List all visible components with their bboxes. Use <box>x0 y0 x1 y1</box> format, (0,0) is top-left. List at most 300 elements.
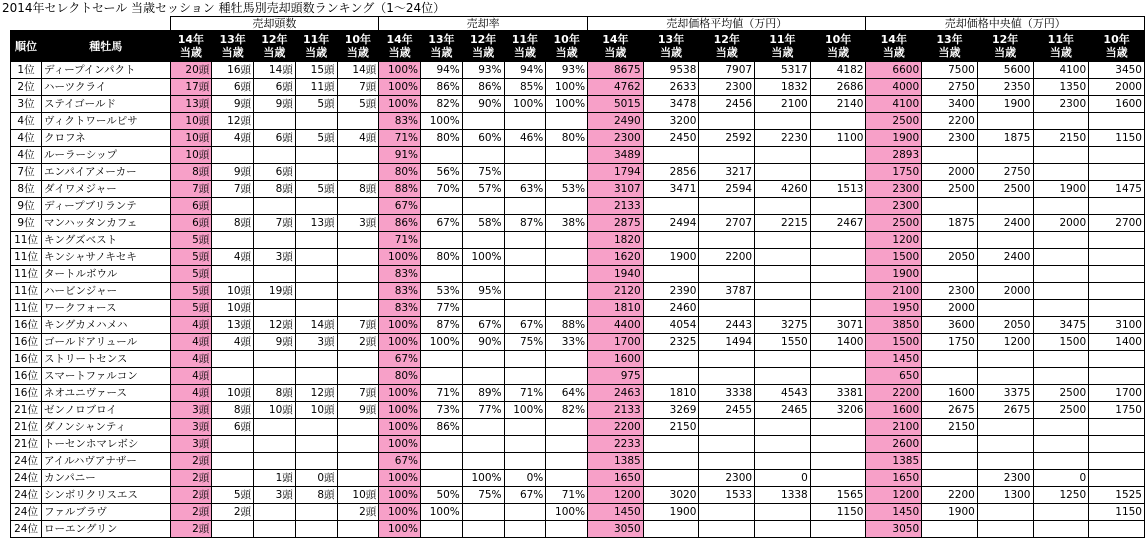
median-cell <box>977 300 1033 317</box>
avg-cell: 2150 <box>643 419 699 436</box>
sire-cell: キングカメハメハ <box>42 317 170 334</box>
rate-cell: 53% <box>546 181 588 198</box>
avg-cell <box>810 266 866 283</box>
heads-cell: 4頭 <box>212 130 254 147</box>
rank-cell: 3位 <box>11 96 42 113</box>
avg-cell: 2467 <box>810 215 866 232</box>
median-cell <box>1033 283 1089 300</box>
avg-cell: 2443 <box>699 317 755 334</box>
avg-cell <box>755 351 811 368</box>
rate-cell <box>421 521 463 538</box>
median-cell: 2200 <box>922 113 978 130</box>
rate-cell <box>546 351 588 368</box>
median-cell: 1900 <box>922 504 978 521</box>
heads-cell <box>295 164 337 181</box>
avg-cell: 3489 <box>588 147 644 164</box>
heads-cell <box>212 521 254 538</box>
median-cell: 2000 <box>1033 215 1089 232</box>
heads-cell: 5頭 <box>170 300 212 317</box>
median-cell <box>1089 351 1145 368</box>
heads-cell: 13頭 <box>295 215 337 232</box>
heads-cell <box>212 368 254 385</box>
rate-cell: 75% <box>462 487 504 504</box>
avg-cell <box>810 147 866 164</box>
avg-cell <box>643 368 699 385</box>
heads-cell: 5頭 <box>170 232 212 249</box>
rate-cell: 82% <box>421 96 463 113</box>
heads-cell: 10頭 <box>254 402 296 419</box>
rank-cell: 4位 <box>11 113 42 130</box>
avg-cell: 3471 <box>643 181 699 198</box>
rate-cell <box>504 113 546 130</box>
median-cell: 1500 <box>866 334 922 351</box>
rate-cell <box>546 368 588 385</box>
rate-cell: 100% <box>546 96 588 113</box>
avg-cell: 2215 <box>755 215 811 232</box>
sire-cell: カンパニー <box>42 470 170 487</box>
rate-cell <box>462 453 504 470</box>
rate-cell <box>462 368 504 385</box>
avg-cell: 1338 <box>755 487 811 504</box>
avg-cell: 4182 <box>810 62 866 79</box>
rate-cell <box>546 266 588 283</box>
avg-cell: 1400 <box>810 334 866 351</box>
median-cell: 2675 <box>977 402 1033 419</box>
median-cell <box>1033 113 1089 130</box>
year-header-median-2: 12年 当歳 <box>977 31 1033 62</box>
avg-cell <box>810 351 866 368</box>
rate-cell <box>421 453 463 470</box>
rate-cell <box>546 147 588 164</box>
rate-cell: 93% <box>546 62 588 79</box>
table-row <box>11 317 1145 334</box>
avg-cell: 2856 <box>643 164 699 181</box>
rate-cell <box>462 351 504 368</box>
heads-cell: 8頭 <box>337 181 379 198</box>
rate-cell: 75% <box>462 164 504 181</box>
rate-cell: 67% <box>504 487 546 504</box>
avg-cell <box>643 351 699 368</box>
rate-cell: 86% <box>379 215 421 232</box>
avg-cell <box>810 521 866 538</box>
year-header-avg-2: 12年 当歳 <box>699 31 755 62</box>
median-cell: 1200 <box>866 232 922 249</box>
year-header-median-1: 13年 当歳 <box>922 31 978 62</box>
avg-cell <box>699 147 755 164</box>
heads-cell: 7頭 <box>337 79 379 96</box>
heads-cell: 8頭 <box>254 385 296 402</box>
avg-cell: 2300 <box>699 79 755 96</box>
group-header-row <box>11 17 1145 31</box>
table-row <box>11 181 1145 198</box>
avg-cell <box>643 470 699 487</box>
avg-cell: 2455 <box>699 402 755 419</box>
median-cell: 3375 <box>977 385 1033 402</box>
heads-cell: 6頭 <box>170 215 212 232</box>
median-cell <box>1089 113 1145 130</box>
heads-cell <box>337 351 379 368</box>
avg-cell: 3381 <box>810 385 866 402</box>
rate-cell <box>462 300 504 317</box>
avg-cell <box>810 198 866 215</box>
avg-cell <box>755 266 811 283</box>
avg-cell: 2463 <box>588 385 644 402</box>
sire-cell: ステイゴールド <box>42 96 170 113</box>
avg-cell <box>810 368 866 385</box>
avg-cell: 8675 <box>588 62 644 79</box>
avg-cell: 2490 <box>588 113 644 130</box>
avg-cell <box>810 249 866 266</box>
heads-cell: 15頭 <box>295 62 337 79</box>
median-cell <box>1089 368 1145 385</box>
avg-cell <box>643 147 699 164</box>
rank-cell: 11位 <box>11 249 42 266</box>
median-cell <box>1089 419 1145 436</box>
rate-cell: 100% <box>379 62 421 79</box>
heads-cell <box>212 232 254 249</box>
median-cell: 2100 <box>866 419 922 436</box>
median-cell: 1300 <box>977 487 1033 504</box>
median-cell <box>1089 300 1145 317</box>
rate-cell <box>546 436 588 453</box>
heads-cell <box>254 232 296 249</box>
avg-cell: 9538 <box>643 62 699 79</box>
blank-corner <box>11 17 171 31</box>
rate-cell <box>462 113 504 130</box>
column-header-row <box>11 31 1145 62</box>
sire-cell: キングズベスト <box>42 232 170 249</box>
heads-cell: 7頭 <box>212 181 254 198</box>
avg-cell <box>699 419 755 436</box>
median-cell <box>1089 147 1145 164</box>
rate-cell: 86% <box>462 79 504 96</box>
year-header-heads-3: 11年 当歳 <box>295 31 337 62</box>
median-cell <box>977 419 1033 436</box>
heads-cell: 7頭 <box>254 215 296 232</box>
median-cell: 1500 <box>866 249 922 266</box>
heads-cell <box>254 521 296 538</box>
heads-cell <box>254 351 296 368</box>
heads-cell <box>337 453 379 470</box>
rate-cell: 93% <box>462 62 504 79</box>
rate-cell: 67% <box>421 215 463 232</box>
heads-cell: 20頭 <box>170 62 212 79</box>
heads-cell: 6頭 <box>170 198 212 215</box>
avg-cell <box>643 436 699 453</box>
median-cell: 1750 <box>866 164 922 181</box>
rate-cell: 38% <box>546 215 588 232</box>
rate-cell: 71% <box>379 232 421 249</box>
rate-cell: 0% <box>504 470 546 487</box>
rate-cell: 80% <box>379 164 421 181</box>
rate-cell <box>504 198 546 215</box>
rate-cell: 63% <box>504 181 546 198</box>
rank-cell: 16位 <box>11 368 42 385</box>
avg-cell: 2200 <box>699 249 755 266</box>
rate-cell: 100% <box>379 79 421 96</box>
avg-cell: 1940 <box>588 266 644 283</box>
rate-cell: 80% <box>421 249 463 266</box>
heads-cell: 14頭 <box>337 62 379 79</box>
rate-cell: 100% <box>546 504 588 521</box>
rate-cell <box>546 113 588 130</box>
avg-cell: 7907 <box>699 62 755 79</box>
rate-cell: 100% <box>379 521 421 538</box>
avg-cell <box>699 198 755 215</box>
avg-cell: 1200 <box>588 487 644 504</box>
sire-cell: スマートファルコン <box>42 368 170 385</box>
median-cell: 3600 <box>922 317 978 334</box>
rank-cell: 4位 <box>11 147 42 164</box>
avg-cell: 1550 <box>755 334 811 351</box>
avg-cell <box>699 351 755 368</box>
table-row <box>11 419 1145 436</box>
year-header-median-3: 11年 当歳 <box>1033 31 1089 62</box>
rank-cell: 11位 <box>11 300 42 317</box>
median-cell <box>1033 300 1089 317</box>
rate-cell: 67% <box>379 198 421 215</box>
rate-cell <box>421 198 463 215</box>
rate-cell: 67% <box>379 453 421 470</box>
heads-cell: 14頭 <box>254 62 296 79</box>
heads-cell: 14頭 <box>295 317 337 334</box>
median-cell <box>977 453 1033 470</box>
median-cell <box>1089 436 1145 453</box>
heads-cell <box>337 232 379 249</box>
avg-cell <box>810 283 866 300</box>
rate-cell <box>421 436 463 453</box>
avg-cell <box>699 504 755 521</box>
heads-cell: 11頭 <box>295 79 337 96</box>
median-cell: 2400 <box>977 215 1033 232</box>
median-cell: 2300 <box>922 130 978 147</box>
rank-cell: 24位 <box>11 521 42 538</box>
median-cell: 1650 <box>866 470 922 487</box>
rank-cell: 16位 <box>11 334 42 351</box>
group-median-price: 売却価格中央値（万円） <box>866 17 1145 31</box>
rate-cell: 71% <box>504 385 546 402</box>
rate-cell <box>462 266 504 283</box>
sire-cell: アイルハヴアナザー <box>42 453 170 470</box>
avg-cell: 1900 <box>643 504 699 521</box>
heads-cell: 3頭 <box>295 334 337 351</box>
median-cell: 2300 <box>922 283 978 300</box>
heads-cell <box>295 453 337 470</box>
sire-cell: キンシャサノキセキ <box>42 249 170 266</box>
heads-cell <box>212 147 254 164</box>
heads-cell <box>254 419 296 436</box>
median-cell: 2150 <box>922 419 978 436</box>
table-row <box>11 385 1145 402</box>
median-cell <box>922 198 978 215</box>
table-row <box>11 470 1145 487</box>
rate-cell <box>504 521 546 538</box>
median-cell <box>977 113 1033 130</box>
median-cell: 2893 <box>866 147 922 164</box>
year-header-rate-2: 12年 当歳 <box>462 31 504 62</box>
rate-cell: 56% <box>421 164 463 181</box>
avg-cell <box>699 113 755 130</box>
heads-cell <box>295 232 337 249</box>
median-cell <box>922 351 978 368</box>
median-cell: 1150 <box>1089 130 1145 147</box>
rate-cell <box>546 164 588 181</box>
rank-cell: 16位 <box>11 351 42 368</box>
rate-cell: 46% <box>504 130 546 147</box>
sire-cell: ゴールドアリュール <box>42 334 170 351</box>
rank-cell: 24位 <box>11 470 42 487</box>
avg-cell: 2133 <box>588 402 644 419</box>
sire-cell: ゼンノロブロイ <box>42 402 170 419</box>
avg-cell: 2133 <box>588 198 644 215</box>
rate-cell <box>546 232 588 249</box>
median-cell: 2750 <box>977 164 1033 181</box>
median-cell: 1500 <box>1033 334 1089 351</box>
avg-cell <box>643 198 699 215</box>
table-row <box>11 113 1145 130</box>
median-cell <box>1089 470 1145 487</box>
heads-cell <box>337 249 379 266</box>
rate-cell <box>504 164 546 181</box>
heads-cell: 10頭 <box>337 487 379 504</box>
heads-cell: 10頭 <box>212 300 254 317</box>
rate-cell: 100% <box>504 96 546 113</box>
table-row <box>11 164 1145 181</box>
avg-cell: 2233 <box>588 436 644 453</box>
rate-cell: 83% <box>379 300 421 317</box>
year-header-rate-3: 11年 当歳 <box>504 31 546 62</box>
heads-cell <box>337 436 379 453</box>
rate-cell: 100% <box>379 504 421 521</box>
heads-cell <box>337 198 379 215</box>
heads-cell: 16頭 <box>212 62 254 79</box>
year-header-avg-1: 13年 当歳 <box>643 31 699 62</box>
heads-cell: 4頭 <box>170 317 212 334</box>
rate-cell: 82% <box>546 402 588 419</box>
avg-cell: 2633 <box>643 79 699 96</box>
avg-cell: 2456 <box>699 96 755 113</box>
heads-cell: 4頭 <box>170 385 212 402</box>
heads-cell <box>295 419 337 436</box>
heads-cell <box>337 521 379 538</box>
table-row <box>11 283 1145 300</box>
median-cell: 2100 <box>866 283 922 300</box>
avg-cell: 2120 <box>588 283 644 300</box>
rank-cell: 16位 <box>11 385 42 402</box>
heads-cell: 2頭 <box>170 521 212 538</box>
avg-cell: 3071 <box>810 317 866 334</box>
median-cell: 7500 <box>922 62 978 79</box>
rate-cell: 100% <box>379 419 421 436</box>
avg-cell <box>699 266 755 283</box>
sire-cell: ディープブリランテ <box>42 198 170 215</box>
heads-cell <box>254 504 296 521</box>
rate-cell: 100% <box>421 504 463 521</box>
median-cell <box>1033 266 1089 283</box>
avg-cell: 1620 <box>588 249 644 266</box>
heads-cell: 4頭 <box>212 334 254 351</box>
sire-cell: エンパイアメーカー <box>42 164 170 181</box>
avg-cell <box>755 113 811 130</box>
heads-cell <box>337 147 379 164</box>
rate-cell <box>462 419 504 436</box>
rate-cell: 71% <box>421 385 463 402</box>
rate-cell <box>546 419 588 436</box>
avg-cell: 5015 <box>588 96 644 113</box>
sire-cell: ハービンジャー <box>42 283 170 300</box>
heads-cell: 13頭 <box>170 96 212 113</box>
median-cell <box>922 232 978 249</box>
avg-cell: 2300 <box>699 470 755 487</box>
avg-cell: 975 <box>588 368 644 385</box>
rate-cell: 67% <box>379 351 421 368</box>
heads-cell: 17頭 <box>170 79 212 96</box>
median-cell: 4100 <box>866 96 922 113</box>
heads-cell: 9頭 <box>254 334 296 351</box>
rate-cell <box>421 351 463 368</box>
rank-cell: 21位 <box>11 419 42 436</box>
heads-cell <box>295 351 337 368</box>
year-header-avg-0: 14年 当歳 <box>588 31 644 62</box>
rank-cell: 21位 <box>11 402 42 419</box>
rate-cell: 88% <box>546 317 588 334</box>
avg-cell: 1494 <box>699 334 755 351</box>
rate-cell: 100% <box>379 317 421 334</box>
heads-cell: 3頭 <box>170 402 212 419</box>
rank-cell: 16位 <box>11 317 42 334</box>
avg-cell: 2450 <box>643 130 699 147</box>
rate-cell <box>504 266 546 283</box>
heads-cell: 19頭 <box>254 283 296 300</box>
heads-cell <box>212 266 254 283</box>
median-cell: 2000 <box>1089 79 1145 96</box>
avg-cell: 0 <box>755 470 811 487</box>
median-cell <box>1089 521 1145 538</box>
heads-cell: 13頭 <box>212 317 254 334</box>
heads-cell <box>212 470 254 487</box>
median-cell <box>922 470 978 487</box>
median-cell <box>922 368 978 385</box>
avg-cell: 1794 <box>588 164 644 181</box>
avg-cell: 3269 <box>643 402 699 419</box>
heads-cell <box>295 504 337 521</box>
median-cell: 2675 <box>922 402 978 419</box>
median-cell: 3450 <box>1089 62 1145 79</box>
rate-cell <box>504 504 546 521</box>
avg-cell: 2594 <box>699 181 755 198</box>
avg-cell: 2230 <box>755 130 811 147</box>
heads-cell <box>212 198 254 215</box>
rate-cell: 75% <box>504 334 546 351</box>
median-cell <box>1033 147 1089 164</box>
heads-cell <box>295 198 337 215</box>
rate-cell: 100% <box>421 334 463 351</box>
avg-cell: 1565 <box>810 487 866 504</box>
median-cell: 2300 <box>977 470 1033 487</box>
median-cell: 1450 <box>866 504 922 521</box>
heads-cell <box>212 453 254 470</box>
rate-cell <box>504 283 546 300</box>
rate-cell <box>462 198 504 215</box>
avg-cell <box>699 368 755 385</box>
avg-cell: 2686 <box>810 79 866 96</box>
median-cell <box>1033 436 1089 453</box>
heads-cell: 2頭 <box>337 504 379 521</box>
median-cell: 2750 <box>922 79 978 96</box>
avg-cell <box>755 521 811 538</box>
heads-cell <box>212 351 254 368</box>
avg-cell <box>810 470 866 487</box>
